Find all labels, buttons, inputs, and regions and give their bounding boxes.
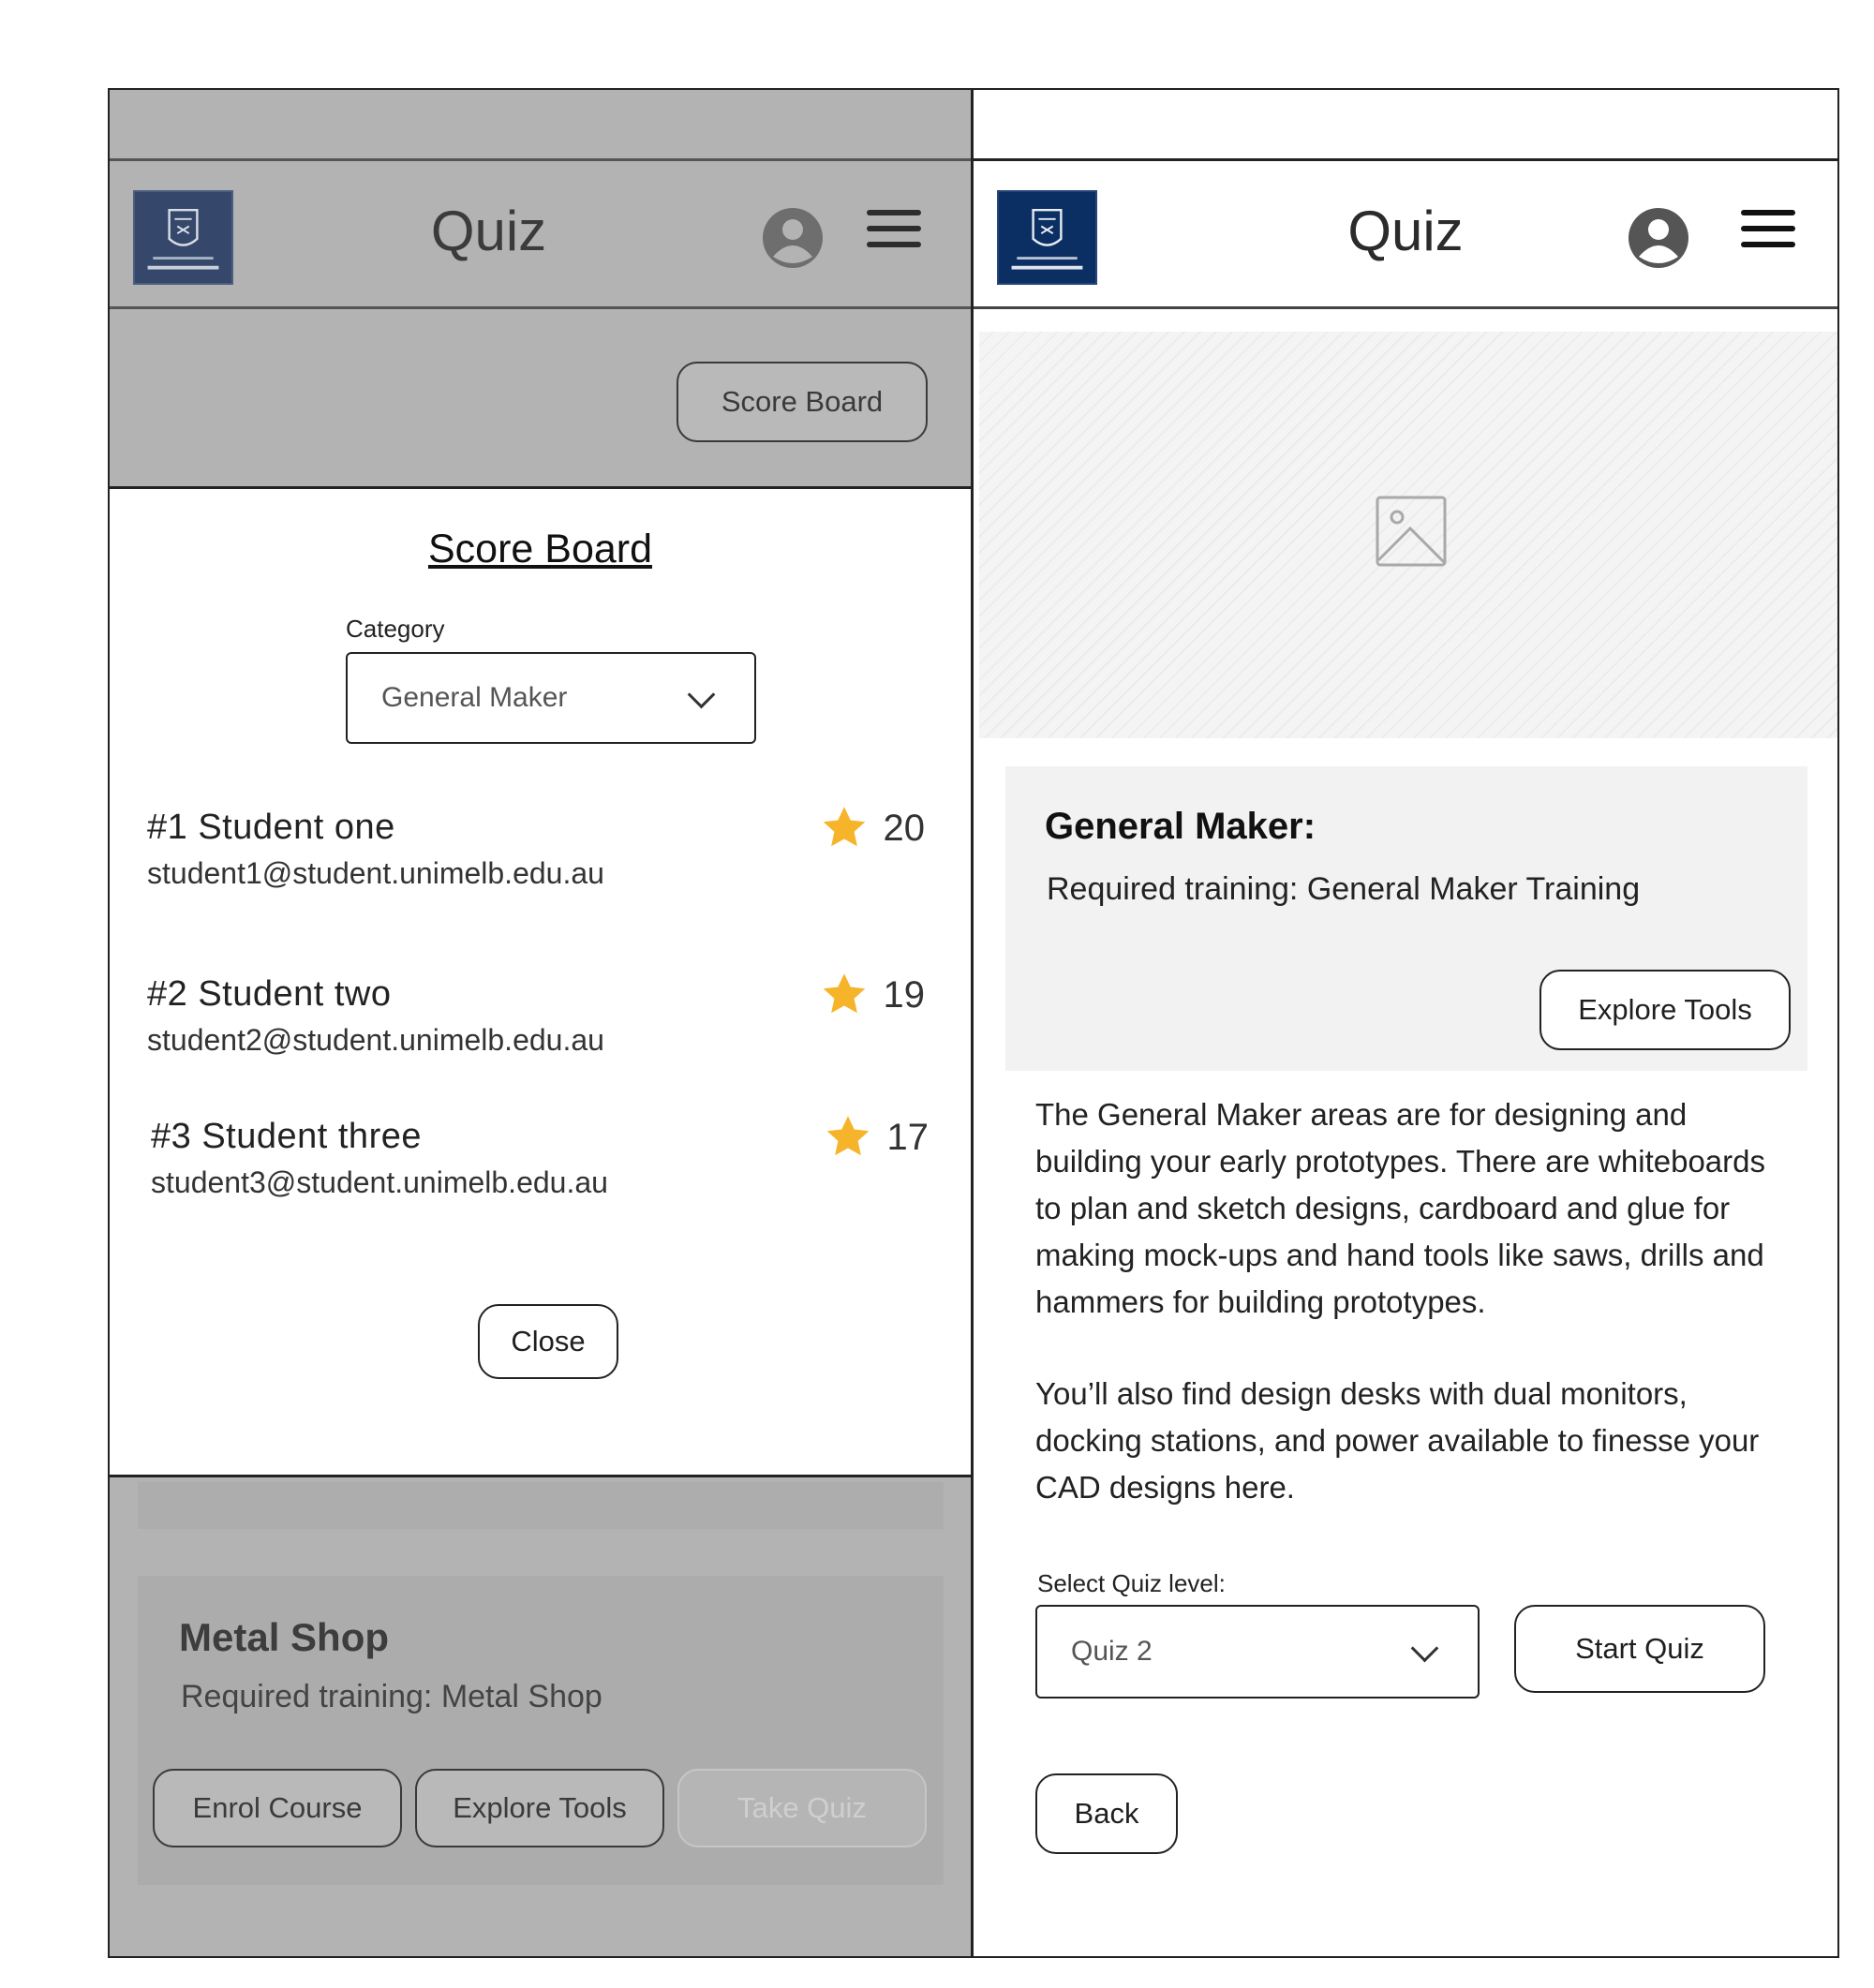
close-button[interactable]: Close <box>478 1304 618 1379</box>
explore-tools-button[interactable]: Explore Tools <box>415 1769 664 1847</box>
score-board-button[interactable]: Score Board <box>677 362 928 442</box>
app-header <box>110 161 971 309</box>
header-title: Quiz <box>430 200 547 262</box>
explore-tools-button[interactable]: Explore Tools <box>1539 970 1791 1050</box>
left-screen-scoreboard <box>110 90 971 1956</box>
hamburger-menu-icon[interactable] <box>1741 210 1795 253</box>
star-icon <box>820 804 869 853</box>
score-rank-name: #1 Student one <box>147 808 395 847</box>
score-entry <box>147 808 925 911</box>
take-quiz-button[interactable]: Take Quiz <box>677 1769 927 1847</box>
score-rank-name: #3 Student three <box>151 1117 422 1156</box>
score-board-modal <box>110 486 971 1477</box>
header-title: Quiz <box>1347 200 1464 262</box>
metal-shop-card <box>138 1576 944 1885</box>
score-email: student2@student.unimelb.edu.au <box>147 1023 604 1057</box>
right-screen-quiz-detail <box>974 90 1837 1956</box>
score-value: 19 <box>883 974 925 1016</box>
hamburger-menu-icon[interactable] <box>867 210 921 253</box>
category-label: Category <box>346 615 445 643</box>
category-value: General Maker <box>381 682 568 713</box>
category-select[interactable] <box>346 652 756 744</box>
score-rank-name: #2 Student two <box>147 974 392 1014</box>
score-entry <box>151 1117 929 1220</box>
quiz-level-value: Quiz 2 <box>1071 1636 1153 1667</box>
chevron-down-icon <box>1411 1635 1439 1663</box>
score-entry <box>147 974 925 1077</box>
score-value: 17 <box>886 1117 929 1158</box>
status-bar <box>974 90 1837 161</box>
background-strip <box>138 1482 944 1529</box>
star-icon <box>820 971 869 1019</box>
user-circle-icon[interactable] <box>761 206 825 270</box>
card-title: Metal Shop <box>179 1615 390 1659</box>
hero-image-placeholder <box>979 332 1837 738</box>
card-subtitle: Required training: General Maker Training <box>1047 871 1641 907</box>
card-title: General Maker: <box>1045 806 1316 847</box>
modal-title: Score Board <box>427 527 653 571</box>
back-button[interactable]: Back <box>1035 1773 1178 1854</box>
score-email: student1@student.unimelb.edu.au <box>147 856 604 890</box>
card-subtitle: Required training: Metal Shop <box>181 1679 602 1714</box>
score-value: 20 <box>883 808 925 849</box>
image-placeholder-icon <box>1375 495 1448 568</box>
general-maker-card <box>1005 766 1807 1071</box>
description-paragraph: You’ll also find design desks with dual monitors, docking stations, and power available to finesse your CAD designs here. <box>1035 1376 1760 1505</box>
score-email: student3@student.unimelb.edu.au <box>151 1165 608 1199</box>
start-quiz-button[interactable]: Start Quiz <box>1514 1605 1765 1693</box>
quiz-level-select[interactable] <box>1035 1605 1480 1699</box>
user-circle-icon[interactable] <box>1627 206 1690 270</box>
star-icon <box>824 1113 872 1162</box>
description-paragraph: The General Maker areas are for designing and building your early prototypes. There are whiteboards to plan and sketch designs, cardboard and glue for making mock-ups and hand tools like saws, drills and hammers for building prototypes. <box>1035 1097 1765 1319</box>
enrol-course-button[interactable]: Enrol Course <box>153 1769 402 1847</box>
app-header <box>974 161 1837 309</box>
quiz-level-label: Select Quiz level: <box>1037 1569 1226 1597</box>
chevron-down-icon <box>688 681 716 709</box>
status-bar <box>110 90 971 161</box>
